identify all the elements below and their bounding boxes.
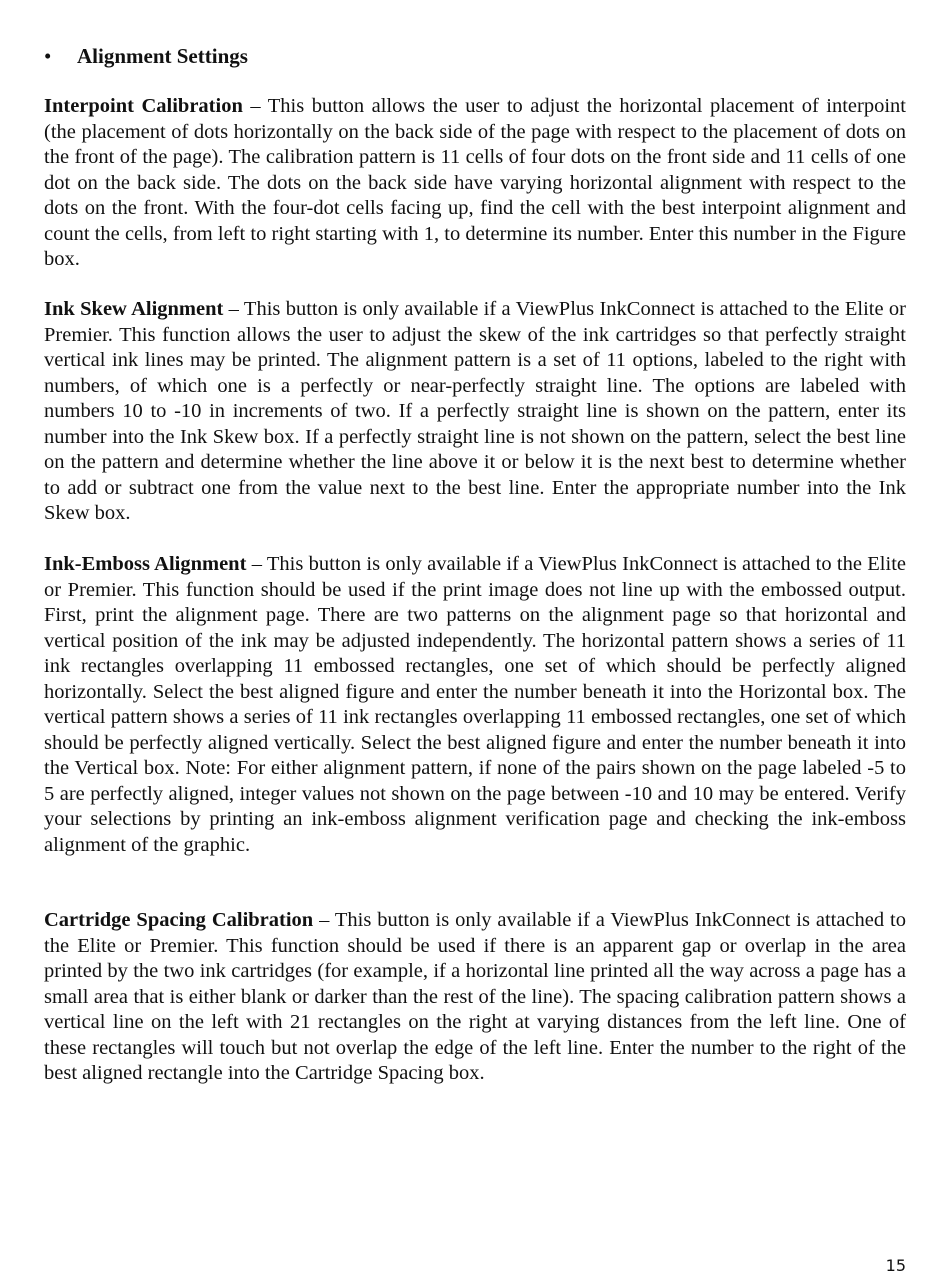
page-number: 15 bbox=[885, 1256, 906, 1275]
bullet-icon: • bbox=[44, 44, 52, 68]
term-ink-skew-alignment: Ink Skew Alignment bbox=[44, 298, 224, 320]
term-interpoint-calibration: Interpoint Calibration bbox=[44, 95, 243, 117]
paragraph-ink-skew-alignment bbox=[44, 297, 906, 527]
paragraph-cartridge-spacing-calibration bbox=[44, 908, 906, 1087]
description-cartridge-spacing-calibration: – This button is only available if a ViewPlus InkConnect is attached to the Elite or Premier. This function should be used if there is an apparent gap or overlap in the area printed by the two ink cartridges (for example, if a horizontal line printed all the way across a page has a small area that is either blank or darker than the rest of the line). The spacing calibration pattern shows a vertical line on the left with 21 rectangles on the right at varying distances from the left line. One of these rectangles will touch but not overlap the edge of the left line. Enter the number to the right of the best aligned rectangle into the Cartridge Spacing box. bbox=[44, 909, 906, 1084]
paragraph-ink-emboss-alignment bbox=[44, 552, 906, 858]
term-ink-emboss-alignment: Ink-Emboss Alignment bbox=[44, 553, 247, 575]
paragraph-interpoint-calibration bbox=[44, 94, 906, 273]
description-ink-skew-alignment: – This button is only available if a ViewPlus InkConnect is attached to the Elite or Premier. This function allows the user to adjust the skew of the ink cartridges so that perfectly straight vertical ink lines may be printed. The alignment pattern is a set of 11 options, labeled to the right with numbers, of which one is a perfectly or near-perfectly straight line. The options are labeled with numbers 10 to -10 in increments of two. If a perfectly straight line is shown on the pattern, enter its number into the Ink Skew box. If a perfectly straight line is not shown on the pattern, select the best line on the pattern and determine whether the line above it or below it is the next best to determine whether to add or subtract one from the value next to the best line. Enter the appropriate number into the Ink Skew box. bbox=[44, 298, 906, 524]
term-cartridge-spacing-calibration: Cartridge Spacing Calibration bbox=[44, 909, 314, 931]
section-heading bbox=[44, 42, 248, 70]
description-ink-emboss-alignment: – This button is only available if a ViewPlus InkConnect is attached to the Elite or Premier. This function should be used if the print image does not line up with the embossed output. First, print the alignment page. There are two patterns on the alignment page so that horizontal and vertical position of the ink may be adjusted independently. The horizontal pattern shows a series of 11 ink rectangles overlapping 11 embossed rectangles, one set of which should be perfectly aligned horizontally. Select the best aligned figure and enter the number beneath it into the Horizontal box. The vertical pattern shows a series of 11 ink rectangles overlapping 11 embossed rectangles, one set of which should be perfectly aligned vertically. Select the best aligned figure and enter the number beneath it into the Vertical box. Note: For either alignment pattern, if none of the pairs shown on the page labeled -5 to 5 are perfectly aligned, integer values not shown on the page between -10 and 10 may be entered. Verify your selections by printing an ink-emboss alignment verification page and checking the ink-emboss alignment of the graphic. bbox=[44, 553, 906, 856]
section-heading-text: Alignment Settings bbox=[77, 44, 248, 68]
description-interpoint-calibration: – This button allows the user to adjust the horizontal placement of interpoint (the placement of dots horizontally on the back side of the page with respect to the placement of dots on the front of the page). The calibration pattern is 11 cells of four dots on the front side and 11 cells of one dot on the back side. The dots on the back side have varying horizontal alignment with respect to the dots on the front. With the four-dot cells facing up, find the cell with the best interpoint alignment and count the cells, from left to right starting with 1, to determine its number. Enter this number in the Figure box. bbox=[44, 95, 906, 270]
